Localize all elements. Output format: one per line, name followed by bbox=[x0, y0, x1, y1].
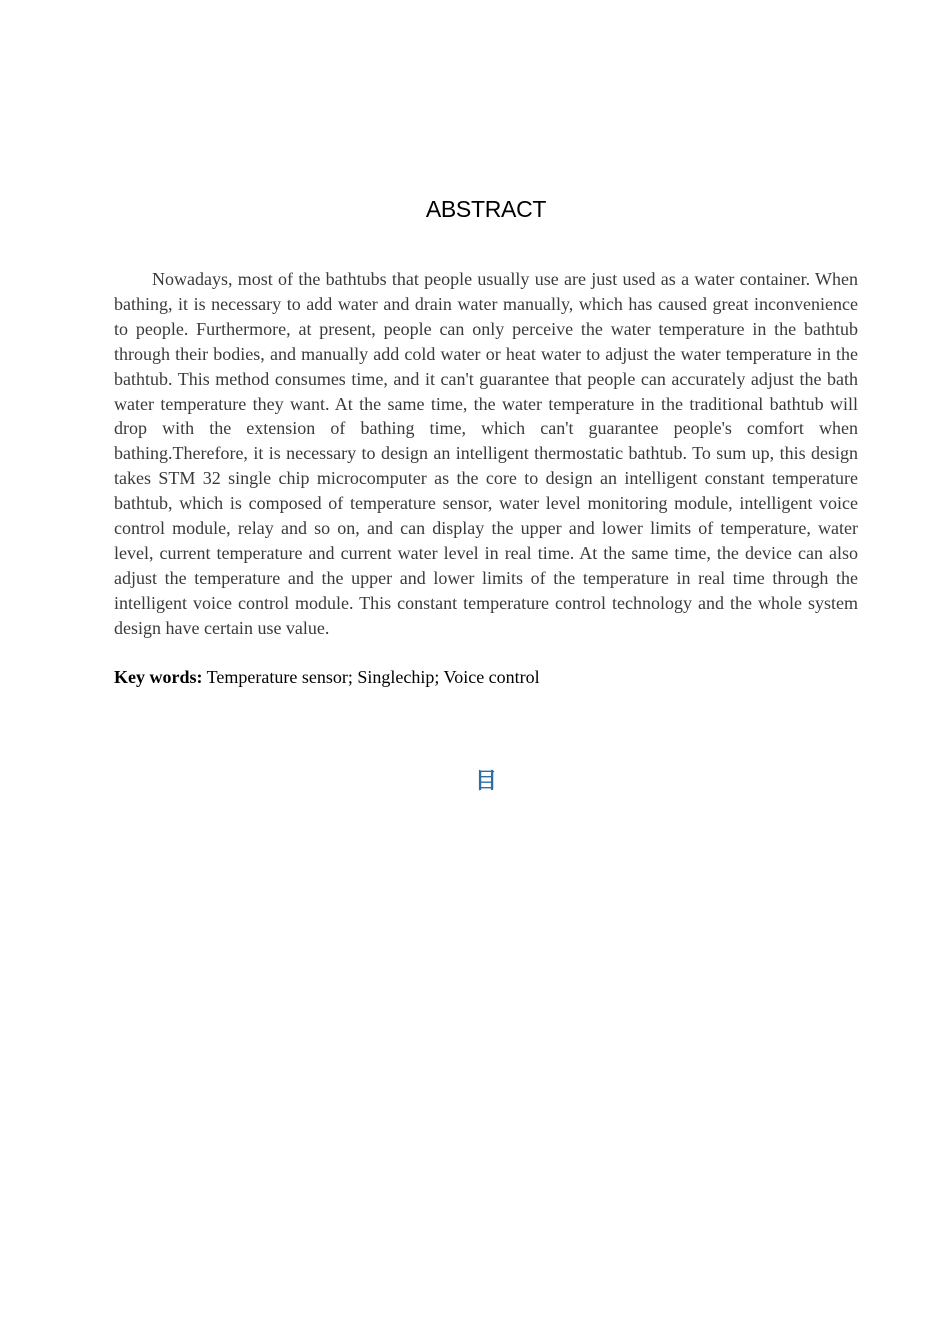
abstract-body: Nowadays, most of the bathtubs that people usually use are just used as a water container. When bathing, it is necessary to add water and drain water manually, which has caused great inconvenience to people. Furthermore, at present, people can only perceive the water temperature in the bathtub through their bodies, and manually add cold water or heat water to adjust the water temperature in the bathtub. This method consumes time, and it can't guarantee that people can accurately adjust the bath water temperature they want. At the same time, the water temperature in the traditional bathtub will drop with the extension of bathing time, which can't guarantee people's comfort when bathing.Therefore, it is necessary to design an intelligent thermostatic bathtub. To sum up, this design takes STM 32 single chip microcomputer as the core to design an intelligent constant temperature bathtub, which is composed of temperature sensor, water level monitoring module, intelligent voice control module, relay and so on, and can display the upper and lower limits of temperature, water level, current temperature and current water level in real time. At the same time, the device can also adjust the temperature and the upper and lower limits of the temperature in real time through the intelligent voice control module. This constant temperature control technology and the whole system design have certain use value. bbox=[114, 269, 858, 638]
keywords-value: Temperature sensor; Singlechip; Voice control bbox=[202, 667, 540, 687]
keywords-line bbox=[114, 665, 858, 690]
toc-heading: 目 bbox=[474, 769, 497, 794]
abstract-title: ABSTRACT bbox=[425, 196, 547, 222]
keywords-label: Key words: bbox=[114, 667, 203, 687]
